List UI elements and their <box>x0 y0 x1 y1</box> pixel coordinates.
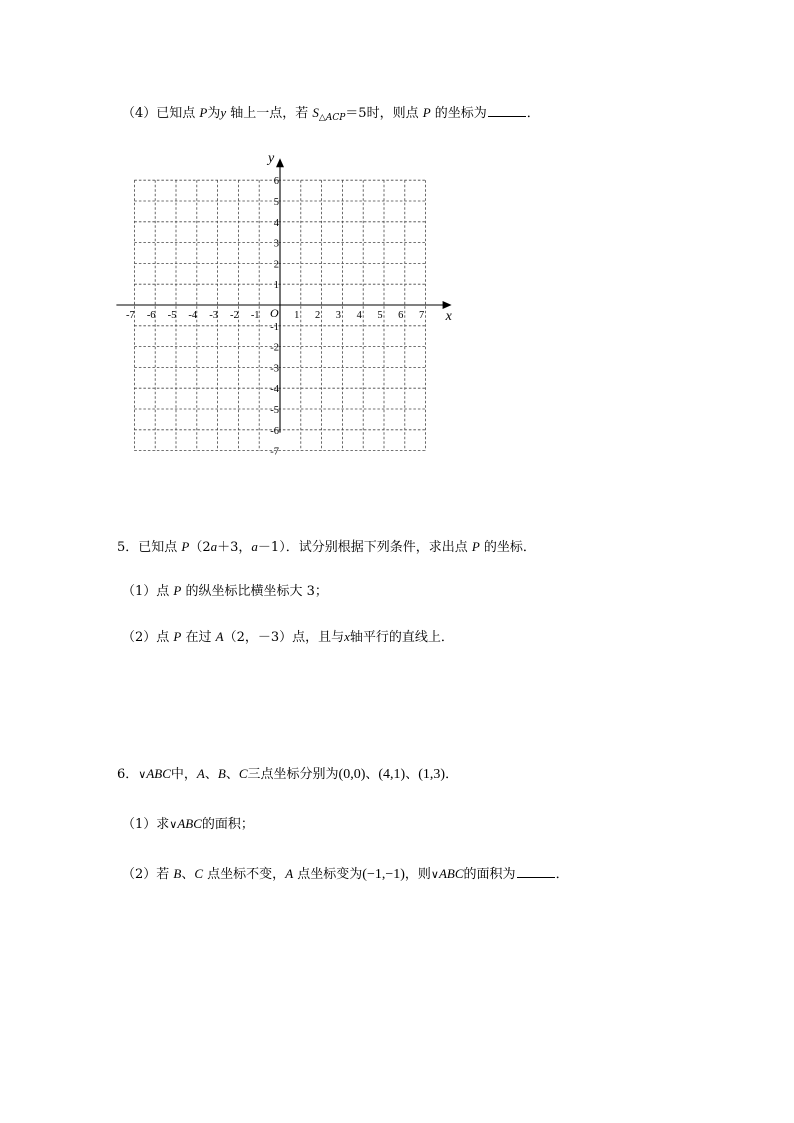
q6-number: 6． <box>117 767 139 782</box>
x-tick-label: 3 <box>335 310 342 321</box>
x-tick-label: -5 <box>167 310 177 321</box>
q6-part2-text: 点坐标不变， <box>203 867 286 882</box>
y-axis-arrow <box>276 158 284 167</box>
y-tick-label: -5 <box>270 405 279 416</box>
point-c: C <box>238 766 248 781</box>
y-tick-label: 2 <box>273 259 279 271</box>
q5-part2 <box>122 628 454 647</box>
answer-blank[interactable] <box>517 865 555 878</box>
q4-end: ． <box>526 106 540 121</box>
y-tick-label: -1 <box>270 321 279 333</box>
x-tick-label: 5 <box>377 310 383 321</box>
x-tick-label: -4 <box>188 310 198 321</box>
q5-stem <box>117 538 536 557</box>
q6-text: 中， <box>170 767 197 782</box>
q5-text: （2 <box>189 540 211 555</box>
y-tick-label: 6 <box>273 176 279 188</box>
q6-stem <box>117 765 458 784</box>
coord-b: (4,1) <box>378 767 406 782</box>
q5-number: 5．已知点 <box>117 540 182 555</box>
q4-text: 为 <box>207 106 221 121</box>
q6-part2 <box>122 865 569 884</box>
y-tick-label: 5 <box>273 197 279 208</box>
coord-c: (1,3) <box>418 767 446 782</box>
axes <box>116 158 451 432</box>
y-tick-label: -6 <box>270 425 279 437</box>
x-axis-label: x <box>445 309 452 324</box>
separator: 、 <box>181 867 195 882</box>
q5-part1-label: （1）点 <box>122 584 174 599</box>
q6-part1-label: （1）求 <box>122 817 170 832</box>
q4-text: 轴上一点，若 <box>226 106 313 121</box>
q5-part2-label: （2）点 <box>122 630 174 645</box>
y-tick-label: -2 <box>270 342 279 354</box>
x-tick-label: 6 <box>398 310 404 321</box>
x-tick-label: 4 <box>356 310 362 321</box>
var-p: P <box>173 583 182 598</box>
q6-part2-text: 的面积为 <box>463 867 516 882</box>
coordinate-grid <box>110 140 470 480</box>
var-a-point: A <box>215 629 224 644</box>
coord-new-a: (−1,−1) <box>362 867 405 882</box>
y-tick-label: -4 <box>270 384 279 396</box>
q6-text: ． <box>445 767 459 782</box>
point-c: C <box>194 866 204 881</box>
y-tick-label: -7 <box>270 446 279 458</box>
separator: 、 <box>405 767 419 782</box>
var-p: P <box>181 539 190 554</box>
x-axis-arrow <box>443 301 452 309</box>
q5-text: 的坐标． <box>479 540 536 555</box>
q5-text: ＋3， <box>217 540 252 555</box>
q6-part2-text: 点坐标变为 <box>293 867 363 882</box>
q6-part2-text: ，则 <box>404 867 431 882</box>
q5-part2-text: 轴平行的直线上． <box>349 630 454 645</box>
area-subscript: △ACP <box>318 113 346 123</box>
separator: 、 <box>365 767 379 782</box>
triangle-symbol: ∨ <box>169 818 178 831</box>
q6-part1 <box>122 815 254 834</box>
triangle-name: ABC <box>438 866 464 881</box>
x-tick-label: 2 <box>314 310 321 321</box>
x-tick-label: 7 <box>418 310 425 321</box>
var-p: P <box>173 629 182 644</box>
q4-label: （4）已知点 <box>122 106 200 121</box>
y-axis-label: y <box>268 151 275 167</box>
point-a: A <box>196 766 205 781</box>
triangle-name: ABC <box>177 816 202 831</box>
separator: 、 <box>204 767 218 782</box>
point-b: B <box>217 766 226 781</box>
point-b: B <box>173 866 182 881</box>
y-tick-label: 1 <box>273 280 279 292</box>
y-tick-label: 4 <box>273 217 279 229</box>
q6-text: 三点坐标分别为 <box>247 767 339 782</box>
q4-part-text <box>122 104 540 127</box>
x-tick-label: 1 <box>294 310 300 321</box>
x-tick-label: -1 <box>250 310 260 321</box>
var-p: P <box>422 105 431 120</box>
q6-part2-label: （2）若 <box>122 867 174 882</box>
area-symbol: S <box>312 105 319 120</box>
q5-part2-text: 在过 <box>181 630 216 645</box>
q5-part1 <box>122 582 328 601</box>
answer-blank[interactable] <box>488 104 526 117</box>
var-p: P <box>199 105 208 120</box>
triangle-symbol: ∨ <box>138 768 147 781</box>
q5-part1-text: 的纵坐标比横坐标大 3； <box>181 584 328 599</box>
coord-a: (0,0) <box>338 767 366 782</box>
triangle-name: ABC <box>146 766 171 781</box>
q6-end: ． <box>555 867 569 882</box>
var-p: P <box>471 539 480 554</box>
x-tick-label: -6 <box>146 310 156 321</box>
separator: 、 <box>225 767 239 782</box>
x-tick-label: -3 <box>209 310 218 321</box>
x-tick-label: -7 <box>126 310 135 321</box>
var-a: a <box>251 539 258 554</box>
q4-text: 的坐标为 <box>430 106 487 121</box>
var-x: x <box>344 629 350 644</box>
point-a: A <box>285 866 294 881</box>
q4-text: ＝5时，则点 <box>345 106 423 121</box>
q6-part1-text: 的面积； <box>201 817 254 832</box>
q5-part2-text: （2，－3）点，且与 <box>223 630 345 645</box>
var-y: y <box>220 105 227 120</box>
triangle-symbol: ∨ <box>430 868 439 881</box>
x-tick-label: -2 <box>230 310 239 321</box>
y-tick-label: -3 <box>270 363 279 375</box>
origin-label: O <box>270 306 279 320</box>
var-a: a <box>210 539 218 554</box>
y-tick-label: 3 <box>273 238 279 250</box>
q5-text: －1）．试分别根据下列条件，求出点 <box>257 540 472 555</box>
